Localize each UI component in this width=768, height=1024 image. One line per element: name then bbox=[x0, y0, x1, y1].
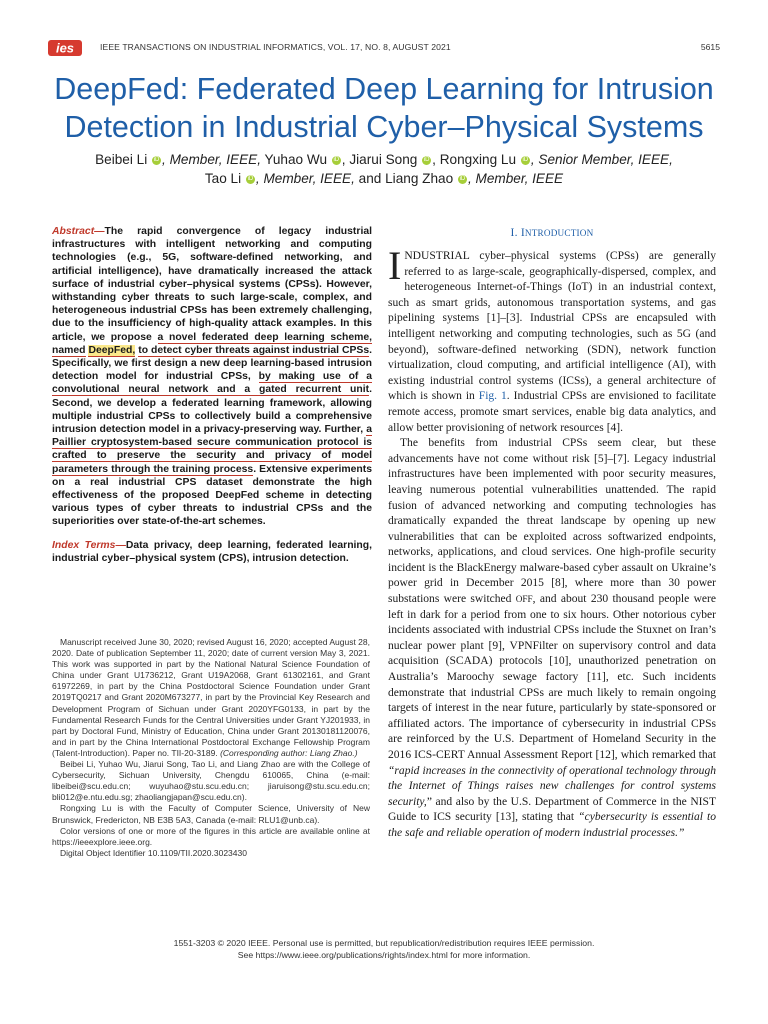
footnote-color-note: Color versions of one or more of the figures in this article are available online at https://ieeexplore.ieee.org. bbox=[52, 825, 370, 847]
author-role: , Member, IEEE bbox=[467, 171, 564, 186]
left-column bbox=[52, 225, 372, 565]
highlight: a Paillier cryptosystem-based secure communication protocol is crafted to preserve the security and privacy of model parameters through the training process bbox=[52, 424, 372, 475]
intro-paragraph-2: The benefits from industrial CPSs seem clear, but these advancements have not come without risk [5]–[7]. Legacy industrial infrastructures have been implemented with poor security measures, leaving numerous potential vulnerabilities unattended. The rapid fusion of advanced networking and computing technologies has dramatically expanded the threat landscape by opening up new vulnerabilities that can be exploited across softwarized endpoints, networks, applications, and cloud services. One high-profile security incident is the BlackEnergy malware-based cyber assault on Ukraine’s power grid in December 2015 [8], where more than 30 power substations were switched OFF, and about 230 thousand people were left in dark for a period from one to six hours. Other notorious cyber incidents associated with industrial CPSs include the Stuxnet on Iran’s nuclear power plant [9], VPNFilter on supervisory control and data acquisition (SCADA) protocols [10], unauthorized penetration on Australia’s Maroochy sewage factory [11], etc. Such incidents demonstrate that industrial CPSs are much likely to remain ongoing targets of interest in the near future, particularly by state-sponsored or affiliated actors. The importance of cybersecurity in industrial CPSs are reinforced by the U.S. Department of Homeland Security in the 2016 ICS-CERT Annual Assessment Report [12], which remarked that “rapid increases in the connectivity of operational technology through the Internet of Things raises new challenges for control systems security,” and also by the U.S. Department of Commerce in the NIST Guide to ICS security [13], stating that “cybersecurity is essential to the safe and reliable operation of modern industrial processes.” bbox=[388, 437, 717, 839]
highlight: a novel federated deep learning scheme, named bbox=[52, 331, 373, 356]
author-name: Beibei Li bbox=[95, 152, 148, 167]
title-line-2: Detection in Industrial Cyber–Physical Systems bbox=[64, 110, 704, 144]
highlight: by making use of a convolutional neural network and a gated recurrent unit bbox=[52, 371, 372, 396]
drop-cap: I bbox=[388, 243, 402, 288]
running-header bbox=[48, 38, 720, 58]
footnote-affiliation-1: Beibei Li, Yuhao Wu, Jiarui Song, Tao Li, and Liang Zhao are with the College of Cybersecurity, Sichuan University, Chengdu 610065, China (e-mail: libeibei@scu.edu.cn; wuyuhao@stu.scu.edu.cn; jiaruisong@stu.scu.edu.cn; bli012@e.ntu.edu.sg; zhaoliangjapan@scu.edu.cn). bbox=[52, 759, 370, 803]
orcid-icon[interactable]: iD bbox=[333, 157, 340, 163]
copyright-notice bbox=[48, 938, 720, 961]
index-terms-label: Index Terms— bbox=[52, 539, 126, 551]
footnote-affiliation-2: Rongxing Lu is with the Faculty of Computer Science, University of New Brunswick, Fredericton, NB E3B 5A3, Canada (e-mail: RLU1@unb.ca). bbox=[52, 803, 370, 825]
footnote bbox=[52, 637, 370, 859]
author-role: , Member, IEEE, bbox=[162, 152, 261, 167]
footnote-manuscript: Manuscript received June 30, 2020; revised August 16, 2020; accepted August 28, 2020. Date of publication September 11, 2020; date of current version May 3, 2021. This work was supported in part by the National Natural Science Foundation of China under Grant U1736212, Grant U19A2068, Grant 61302161, and Grant 61972269, in part by the China Postdoctoral Science Foundation under Grant 2019TQ0217 and Grant 2020M673277, in part by the Provincial Key Research and Development Program of Sichuan under Grant 2020YFG0133, in part by the Fundamental Research Funds for the Central Universities under Grant YJ201933, in part by Doctoral Fund, Ministry of Education, China under Grant 20130181120076, and in part by the China International Postdoctoral Exchange Fellowship Program (Talent-Introduction). Paper no. TII-20-3189. (Corresponding author: Liang Zhao.) bbox=[52, 637, 370, 758]
author-name: Tao Li bbox=[204, 171, 242, 186]
author-name: Yuhao Wu bbox=[264, 152, 328, 167]
highlight: to detect cyber threats against industrial CPSs bbox=[138, 344, 370, 356]
orcid-icon[interactable]: iD bbox=[153, 157, 160, 163]
copyright-line-2[interactable]: See https://www.ieee.org/publications/rights/index.html for more information. bbox=[237, 949, 531, 960]
copyright-line-1: 1551-3203 © 2020 IEEE. Personal use is permitted, but republication/redistribution requires IEEE permission. bbox=[173, 938, 595, 948]
author-name: Rongxing Lu bbox=[439, 152, 517, 167]
section-heading-introduction: I. INTRODUCTION bbox=[510, 226, 594, 239]
intro-paragraph-1: INDUSTRIAL cyber–physical systems (CPSs) are generally referred to as large-scale, geographically-dispersed, complex, and heterogeneous Internet-of-Things (IoT) in an industrial context, such as smart grids, autonomous transportation systems, and gas pipelining systems [1]–[3]. Industrial CPSs are encapsuled with intelligent networking and computing technologies, such as 5G (and beyond), software-defined networking (SDN), network function virtualization, cloud computing, and artificial intelligence (AI), with existing industrial control systems (ICSs), a general architecture of which is shown in Fig. 1. Industrial CPSs are envisioned to facilitate remote access, promote smart services, enable big data analytics, and allow better provisioning of network resources [4]. bbox=[388, 243, 717, 434]
abstract: Abstract—The rapid convergence of legacy industrial infrastructures with intelligent networking and computing technologies (e.g., 5G, software-defined networking, and artificial intelligence), have dramatically increased the attack surface of industrial cyber–physical systems (CPSs). However, withstanding cyber threats to such large-scale, complex, and heterogeneous industrial CPSs has been extremely challenging, due to the insufficiency of high-quality attack examples. In this article, we propose a novel federated deep learning scheme, named DeepFed, to detect cyber threats against industrial CPSs. Specifically, we first design a new deep learning-based intrusion detection model for industrial CPSs, by making use of a convolutional neural network and a gated recurrent unit. Second, we develop a federated learning framework, allowing multiple industrial CPSs to collectively build a comprehensive intrusion detection model in a privacy-preserving way. Further, a Paillier cryptosystem-based secure communication protocol is crafted to preserve the security and privacy of model parameters through the training process. Extensive experiments on a real industrial CPS dataset demonstrate the high effectiveness of the proposed DeepFed scheme in detecting various types of cyber threats to industrial CPSs and the superiorities over state-of-the-art schemes. bbox=[52, 226, 373, 528]
author-conjunction: and bbox=[358, 171, 382, 186]
author-list: Beibei Li iD , Member, IEEE, Yuhao Wu iD , Jiarui Song iD , Rongxing Lu iD , Senior Member, IEEE, Tao Li iD , Member, IEEE, and Liang Zhao iD , Member, IEEE bbox=[95, 152, 673, 186]
author-name: Jiarui Song bbox=[349, 152, 418, 167]
orcid-icon[interactable]: iD bbox=[459, 176, 466, 182]
journal-name: IEEE TRANSACTIONS ON INDUSTRIAL INFORMATICS, VOL. 17, NO. 8, AUGUST 2021 bbox=[100, 42, 451, 52]
title-line-1: DeepFed: Federated Deep Learning for Intrusion bbox=[54, 72, 714, 106]
right-column bbox=[388, 226, 716, 842]
author-name: Liang Zhao bbox=[385, 171, 454, 186]
page-number: 5615 bbox=[700, 42, 720, 52]
author-role: , Member, IEEE, bbox=[255, 171, 355, 186]
orcid-icon[interactable]: iD bbox=[423, 157, 430, 163]
ies-logo-icon bbox=[48, 36, 82, 58]
footnote-doi[interactable]: Digital Object Identifier 10.1109/TII.2020.3023430 bbox=[60, 847, 247, 858]
index-terms: Index Terms—Data privacy, deep learning, federated learning, industrial cyber–physical system (CPS), intrusion detection. bbox=[52, 539, 373, 564]
orcid-icon[interactable]: iD bbox=[522, 157, 529, 163]
paper-title bbox=[40, 70, 728, 146]
figure-link[interactable]: Fig. 1 bbox=[478, 390, 507, 403]
abstract-label: Abstract— bbox=[52, 226, 105, 237]
orcid-icon[interactable]: iD bbox=[247, 176, 254, 182]
svg-text:ies: ies bbox=[55, 40, 75, 56]
author-role: , Senior Member, IEEE, bbox=[530, 152, 673, 167]
highlight-yellow: DeepFed, bbox=[88, 344, 136, 356]
